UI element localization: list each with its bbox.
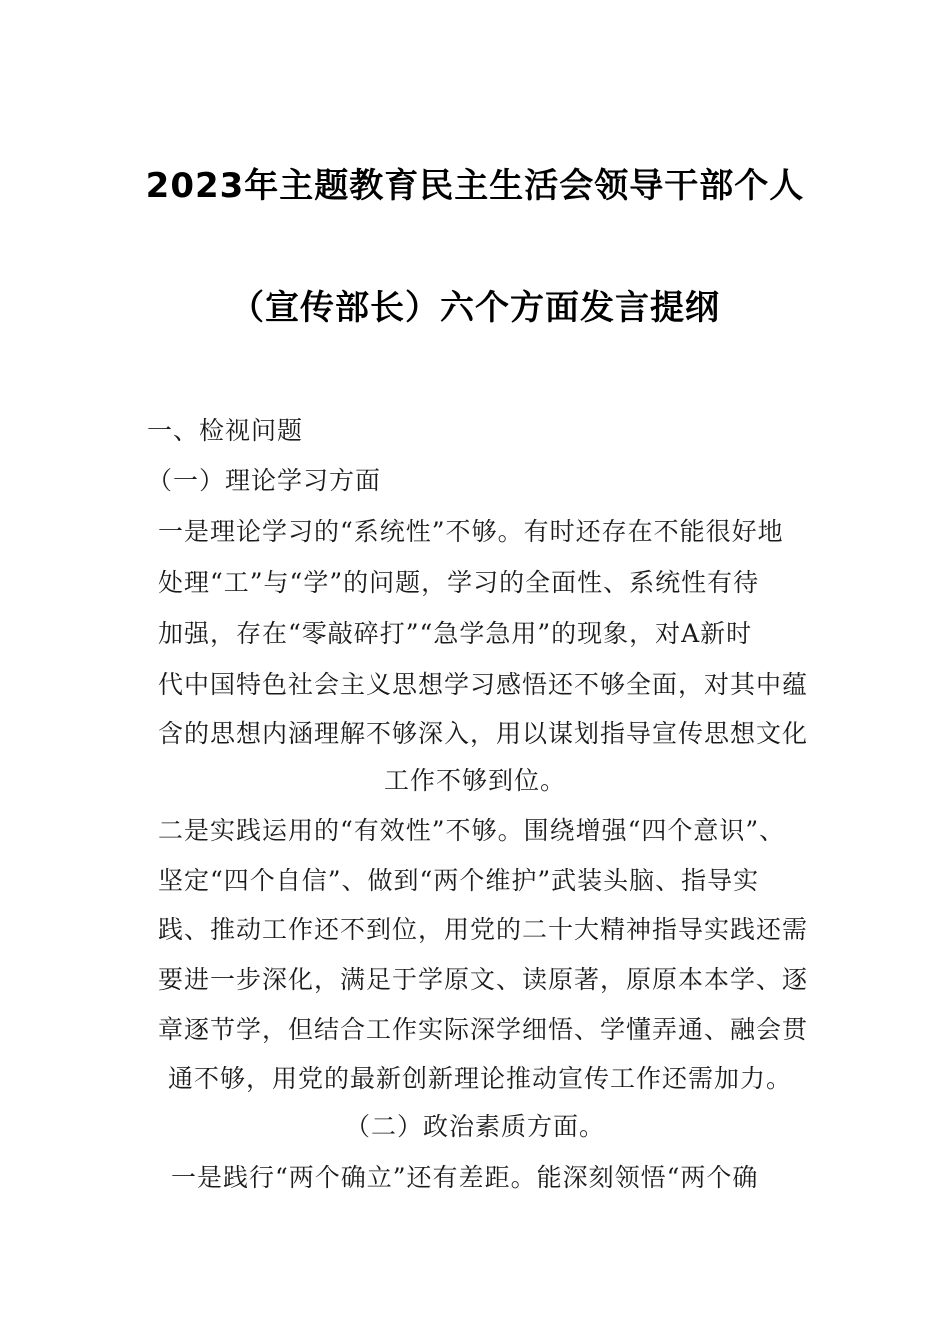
paragraph-3-line: 一是践行“两个确立”还有差距。能深刻领悟“两个确: [171, 1163, 759, 1192]
section-heading-review-issues: 一、检视问题: [147, 416, 304, 445]
paragraph-1-line: 代中国特色社会主义思想学习感悟还不够全面，对其中蕴: [158, 670, 809, 699]
paragraph-1-line: 加强，存在“零敲碎打”“急学急用”的现象，对A新时: [158, 619, 753, 648]
paragraph-2-line: 通不够，用党的最新创新理论推动宣传工作还需加力。: [168, 1064, 793, 1093]
paragraph-2-line: 坚定“四个自信”、做到“两个维护”武装头脑、指导实: [158, 866, 760, 895]
paragraph-1-line: 处理“工”与“学”的问题，学习的全面性、系统性有待: [158, 568, 760, 597]
paragraph-2-line: 要进一步深化，满足于学原文、读原著，原原本本学、逐: [158, 965, 809, 994]
document-title-line-1: 2023年主题教育民主生活会领导干部个人: [145, 166, 805, 206]
paragraph-1-line: 工作不够到位。: [383, 766, 566, 795]
document-title-line-2: （宣传部长）六个方面发言提纲: [230, 288, 720, 328]
subsection-heading-political-quality: （二）政治素质方面。: [344, 1112, 605, 1141]
paragraph-2-line: 章逐节学，但结合工作实际深学细悟、学懂弄通、融会贯: [158, 1015, 809, 1044]
paragraph-2-line: 践、推动工作还不到位，用党的二十大精神指导实践还需: [158, 915, 809, 944]
paragraph-1-line: 一是理论学习的“系统性”不够。有时还存在不能很好地: [158, 517, 784, 546]
paragraph-1-line: 含的思想内涵理解不够深入，用以谋划指导宣传思想文化: [158, 719, 809, 748]
subsection-heading-theory-study: （一）理论学习方面: [147, 466, 382, 495]
paragraph-2-line: 二是实践运用的“有效性”不够。围绕增强“四个意识”、: [158, 816, 786, 845]
